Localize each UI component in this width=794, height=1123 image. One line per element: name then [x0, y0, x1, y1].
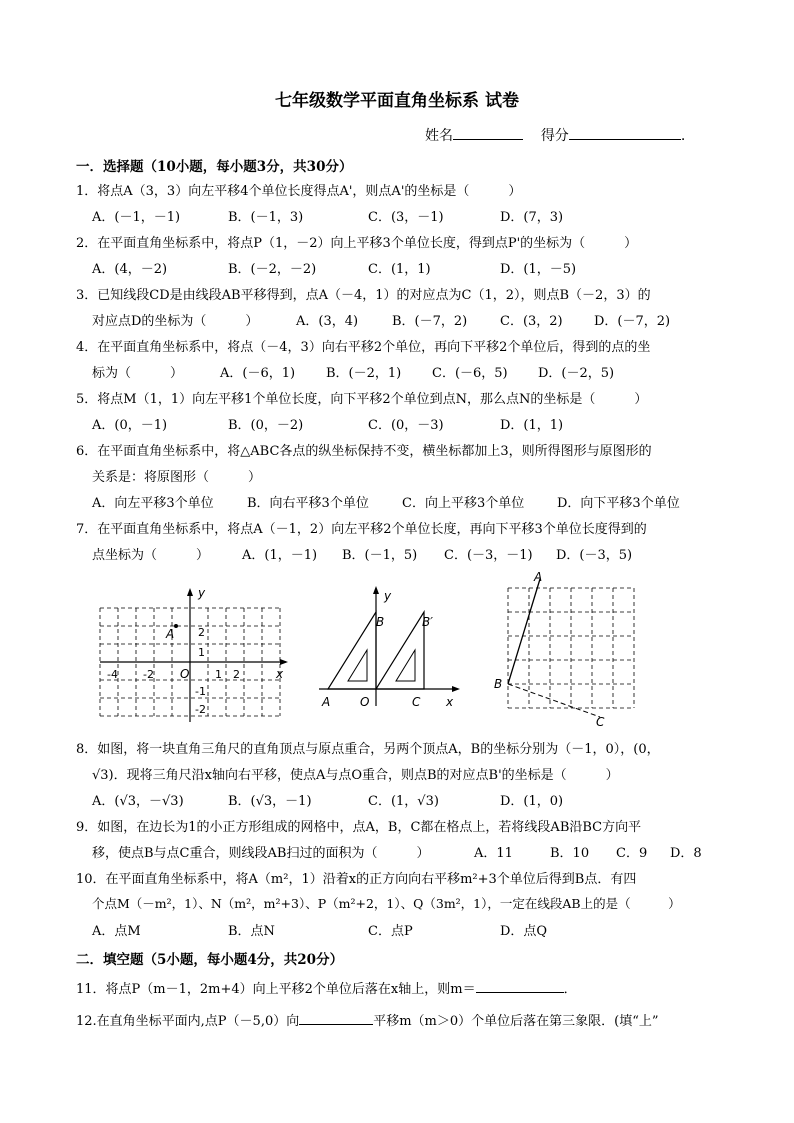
question-12-text-2: 平移m（m＞0）个单位后落在第三象限．(填“上” — [373, 1014, 659, 1029]
q2-option-a[interactable]: A．(4，－2) — [92, 262, 168, 277]
q1-option-d[interactable]: D．(7，3) — [500, 210, 564, 225]
fig1-tick-xm2: -2 — [143, 668, 154, 681]
question-10-line2: 个点M（－m²，1）、N（m²，m²+3）、P（m²+2，1）、Q（3m²，1），一定在线段AB上的是（ ） — [92, 896, 681, 911]
question-6-line2: 关系是：将原图形（ ） — [92, 470, 262, 485]
q5-option-c[interactable]: C．(0，－3) — [368, 418, 444, 433]
fig1-y-arrow — [187, 588, 193, 596]
q10-option-c[interactable]: C．点P — [368, 924, 413, 939]
fig1-label-o: O — [180, 667, 190, 681]
q6-option-b[interactable]: B．向右平移3个单位 — [247, 496, 369, 511]
q7-option-c[interactable]: C．(－3，－1) — [444, 548, 533, 563]
question-9-line2: 移，使点B与点C重合，则线段AB扫过的面积为（ ） — [92, 846, 430, 861]
question-1: 1．将点A（3，3）向左平移4个单位长度得点A'，则点A'的坐标是（ ） — [76, 184, 522, 199]
q4-option-a[interactable]: A．(－6，1) — [220, 366, 296, 381]
fig1-tick-x1: 1 — [215, 668, 222, 681]
fig3-label-b: B — [494, 677, 503, 691]
q2-option-b[interactable]: B．(－2，－2) — [228, 262, 317, 277]
q4-option-c[interactable]: C．(－6，5) — [432, 366, 508, 381]
score-label: 得分 — [540, 128, 569, 144]
fig2-label-o: O — [360, 695, 370, 709]
question-8: 8．如图，将一块直角三角尺的直角顶点与原点重合，另两个顶点A，B的坐标分别为（－1，0），(0， — [76, 742, 660, 757]
q8-option-c[interactable]: C．(1，√3) — [368, 794, 439, 809]
q2-option-d[interactable]: D．(1，－5) — [500, 262, 577, 277]
question-7-line2: 点坐标为（ ） — [92, 548, 210, 563]
fig1-x-arrow — [280, 659, 288, 665]
question-4: 4．在平面直角坐标系中，将点（－4，3）向右平移2个单位，再向下平移2个单位后，得到的点的坐 — [76, 340, 651, 355]
fig1-tick-ym1: -1 — [195, 685, 206, 698]
q2-option-c[interactable]: C．(1，1) — [368, 262, 431, 277]
figure-triangle-ruler — [314, 582, 464, 712]
q1-option-c[interactable]: C．(3，－1) — [368, 210, 444, 225]
q6-option-d[interactable]: D．向下平移3个单位 — [557, 496, 680, 511]
fig2-triangle-original-inner — [348, 650, 367, 681]
question-7: 7．在平面直角坐标系中，将点A（－1，2）向左平移2个单位长度，再向下平移3个单位长度得到的 — [76, 522, 647, 537]
section-choice-heading: 一．选择题（10小题，每小题3分，共30分） — [76, 159, 353, 175]
fig1-tick-ym2: -2 — [195, 703, 206, 716]
q4-option-d[interactable]: D．(－2，5) — [538, 366, 615, 381]
q3-option-c[interactable]: C．(3，2) — [500, 314, 563, 329]
question-2: 2．在平面直角坐标系中，将点P（1，－2）向上平移3个单位长度，得到点P'的坐标为（ ） — [76, 236, 638, 251]
fig2-label-a: A — [322, 695, 331, 709]
fig1-label-y: y — [198, 586, 206, 600]
fig2-label-c: C — [412, 695, 421, 709]
q9-option-c[interactable]: C．9 — [616, 846, 648, 861]
q8-option-d[interactable]: D．(1，0) — [500, 794, 564, 809]
fig3-segment-ab — [508, 579, 540, 684]
q6-option-c[interactable]: C．向上平移3个单位 — [402, 496, 525, 511]
q5-option-b[interactable]: B．(0，－2) — [228, 418, 304, 433]
q1-option-b[interactable]: B．(－1，3) — [228, 210, 304, 225]
fig1-tick-x2: 2 — [233, 668, 240, 681]
q11-answer-blank[interactable] — [476, 978, 564, 993]
q12-answer-blank[interactable] — [299, 1010, 373, 1025]
q1-option-a[interactable]: A．(－1，－1) — [92, 210, 181, 225]
figure-grid-coordinates — [90, 582, 300, 732]
question-11 — [76, 978, 577, 997]
fig1-label-a: A — [166, 627, 175, 641]
question-12 — [76, 1010, 659, 1029]
fig3-label-a: A — [534, 570, 543, 584]
question-12-text: 12.在直角坐标平面内,点P（－5,0）向 — [76, 1014, 300, 1029]
q9-option-a[interactable]: A．11 — [474, 846, 513, 861]
question-11-end: ． — [563, 982, 577, 997]
score-blank[interactable] — [569, 125, 681, 140]
fig2-label-y: y — [384, 589, 392, 603]
fig3-label-c: C — [596, 715, 605, 728]
q5-option-a[interactable]: A．(0，－1) — [92, 418, 168, 433]
question-4-line2: 标为（ ） — [92, 366, 184, 381]
q8-option-b[interactable]: B．(√3，－1) — [228, 794, 312, 809]
fig1-label-x: x — [276, 667, 284, 681]
fig1-tick-y1: 1 — [198, 646, 205, 659]
page-title: 七年级数学平面直角坐标系 试卷 — [275, 91, 519, 111]
q9-option-b[interactable]: B．10 — [550, 846, 590, 861]
question-11-text: 11．将点P（m－1，2m+4）向上平移2个单位后落在x轴上，则m＝ — [76, 982, 476, 997]
name-blank[interactable] — [453, 125, 523, 140]
fig2-triangle-moved-inner — [396, 650, 415, 681]
q8-option-a[interactable]: A．(√3，－√3) — [92, 794, 184, 809]
fig2-label-x: x — [446, 695, 454, 709]
question-3-line2: 对应点D的坐标为（ ） — [92, 314, 259, 329]
question-10: 10．在平面直角坐标系中，将A（m²，1）沿着x的正方向向右平移m²+3个单位后得到B点．有四 — [76, 872, 637, 887]
fig1-point-a — [174, 624, 178, 628]
q9-option-d[interactable]: D．8 — [670, 846, 702, 861]
fig2-triangle-original — [328, 612, 376, 689]
question-9: 9．如图，在边长为1的小正方形组成的网格中，点A，B，C都在格点上，若将线段AB沿BC方向平 — [76, 820, 642, 835]
question-3: 3．已知线段CD是由线段AB平移得到，点A（－4，1）的对应点为C（1，2），则点B（－2，3）的 — [76, 288, 651, 303]
fig2-y-arrow — [373, 586, 379, 594]
q10-option-b[interactable]: B．点N — [228, 924, 275, 939]
fig3-grid — [508, 588, 634, 708]
name-label: 姓名 — [425, 128, 453, 144]
question-6: 6．在平面直角坐标系中，将△ABC各点的纵坐标保持不变，横坐标都加上3，则所得图形与原图形的 — [76, 444, 652, 459]
fig2-label-b-prime: B′ — [422, 615, 433, 629]
section-fill-heading: 二．填空题（5小题，每小题4分，共20分） — [76, 952, 344, 968]
header-info — [425, 125, 685, 145]
fig1-tick-y2: 2 — [198, 626, 205, 639]
q5-option-d[interactable]: D．(1，1) — [500, 418, 564, 433]
fig2-label-b: B — [376, 615, 385, 629]
question-5: 5．将点M（1，1）向左平移1个单位长度，向下平移2个单位到点N，那么点N的坐标是（ ） — [76, 392, 648, 407]
header-end-dot: . — [680, 128, 686, 144]
fig3-segment-bc — [508, 684, 600, 717]
q10-option-d[interactable]: D．点Q — [500, 924, 548, 939]
question-8-line2: √3)．现将三角尺沿x轴向右平移，使点A与点O重合，则点B的对应点B'的坐标是（ ） — [92, 768, 619, 783]
q7-option-a[interactable]: A．(1，－1) — [242, 548, 318, 563]
q7-option-d[interactable]: D．(－3，5) — [556, 548, 633, 563]
q7-option-b[interactable]: B．(－1，5) — [342, 548, 418, 563]
fig1-tick-xm4: -4 — [107, 668, 118, 681]
figure-grid-translation — [488, 570, 648, 728]
q3-option-a[interactable]: A．(3，4) — [296, 314, 359, 329]
q3-option-d[interactable]: D．(－7，2) — [594, 314, 671, 329]
q6-option-a[interactable]: A．向左平移3个单位 — [92, 496, 214, 511]
fig2-x-arrow — [452, 686, 460, 692]
q10-option-a[interactable]: A．点M — [92, 924, 141, 939]
q3-option-b[interactable]: B．(－7，2) — [392, 314, 468, 329]
q4-option-b[interactable]: B．(－2，1) — [326, 366, 402, 381]
